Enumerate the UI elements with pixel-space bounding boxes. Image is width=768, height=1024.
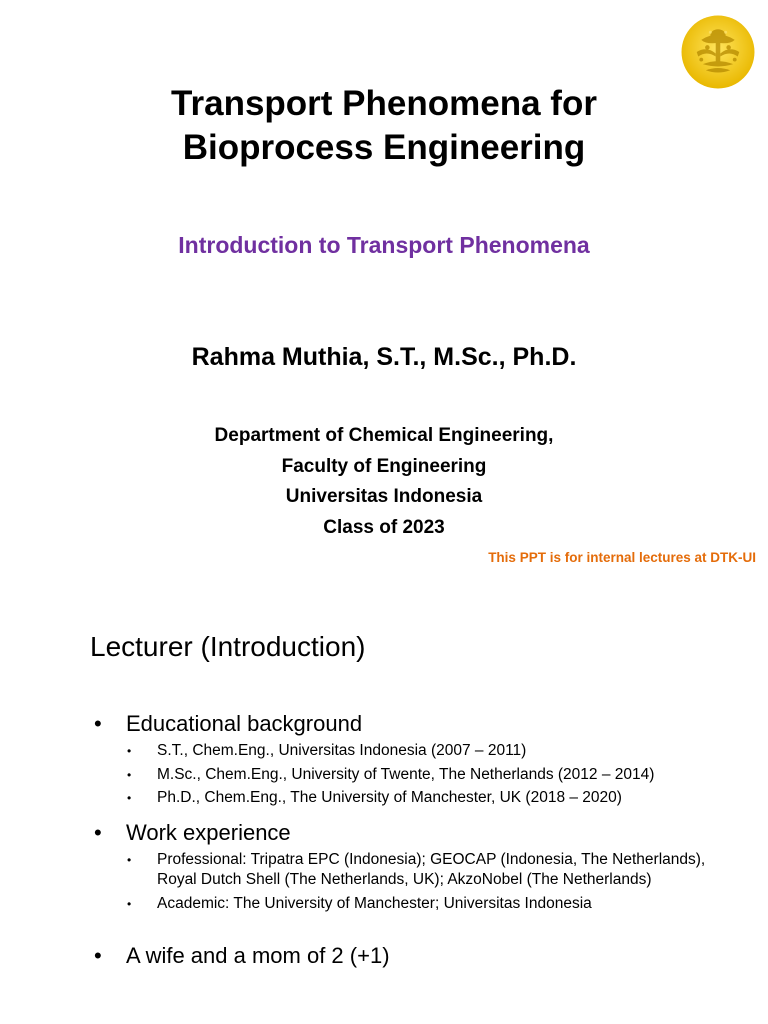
slide-title-line: Bioprocess Engineering: [182, 128, 586, 167]
bullet-work-experience: • Work experience: [94, 819, 734, 847]
affiliation-line: Department of Chemical Engineering,: [214, 425, 554, 446]
author-name: Rahma Muthia, S.T., M.Sc., Ph.D.: [191, 343, 577, 371]
slide-title-line: Transport Phenomena for: [171, 84, 597, 123]
affiliation-line: Faculty of Engineering: [281, 455, 487, 477]
bullet-list: [94, 710, 734, 970]
education-item: • S.T., Chem.Eng., Universitas Indonesia (2007 – 2011): [94, 741, 734, 762]
university-logo: [680, 14, 756, 90]
slide-subtitle: Introduction to Transport Phenomena: [178, 232, 590, 258]
bullet-education: • Educational background: [94, 710, 734, 738]
work-item: • Professional: Tripatra EPC (Indonesia); GEOCAP (Indonesia, The Netherlands), Royal Dutch Shell (The Netherlands, UK); AkzoNobel (The Netherlands): [94, 850, 734, 891]
work-item: • Academic: The University of Manchester; Universitas Indonesia: [94, 894, 734, 915]
education-item: • M.Sc., Chem.Eng., University of Twente, The Netherlands (2012 – 2014): [94, 765, 734, 786]
affiliation: [0, 421, 768, 543]
affiliation-line: Universitas Indonesia: [285, 486, 483, 507]
lecturer-slide: [0, 590, 768, 1024]
bullet-family: • A wife and a mom of 2 (+1): [94, 942, 734, 970]
affiliation-line: Class of 2023: [323, 516, 445, 538]
lecturer-slide-title: Lecturer (Introduction): [90, 631, 366, 662]
slide-title: [0, 82, 768, 170]
education-item: • Ph.D., Chem.Eng., The University of Manchester, UK (2018 – 2020): [94, 788, 734, 809]
internal-use-note: This PPT is for internal lectures at DTK-UI: [488, 550, 756, 565]
